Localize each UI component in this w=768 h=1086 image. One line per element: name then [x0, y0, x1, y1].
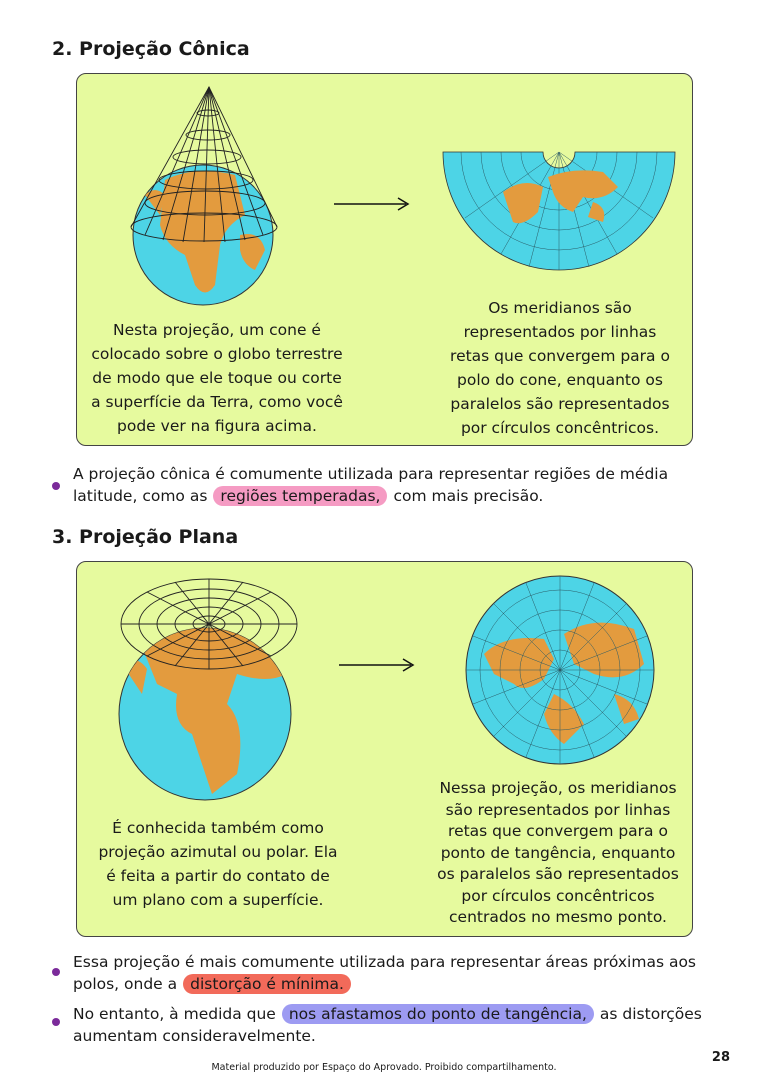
planar-caption-left: É conhecida também como projeção azimutal ou polar. Ela é feita a partir do contato de um plano com a superfície. [98, 819, 338, 909]
page-number: 28 [711, 1050, 730, 1065]
bullet-dot [52, 482, 60, 490]
polar-usage-paragraph [73, 951, 733, 995]
highlight-tangency-distance: nos afastamos do ponto de tangência, [282, 1004, 594, 1024]
conic-map-illustration [443, 152, 675, 270]
plane-globe-illustration [117, 574, 307, 804]
highlight-minimal-distortion: distorção é mínima. [183, 974, 351, 994]
section-title-conic: 2. Projeção Cônica [52, 38, 250, 60]
distortion-paragraph [73, 1003, 733, 1047]
bullet-dot [52, 1018, 60, 1026]
conic-caption-right: Os meridianos são representados por linhas retas que convergem para o polo do cone, enquanto os paralelos são representados por círculos concêntricos. [450, 299, 670, 437]
footer-notice: Material produzido por Espaço do Aprovado. Proibido compartilhamento. [211, 1062, 557, 1073]
paragraph-text: Essa projeção é mais comumente utilizada para representar áreas próximas aos polos, onde a [73, 953, 697, 993]
azimuthal-map-illustration [464, 574, 656, 766]
paragraph-text: com mais precisão. [393, 487, 544, 505]
paragraph-text: as distorções aumentam consideravelmente. [73, 1005, 702, 1045]
paragraph-text: No entanto, à medida que [73, 1005, 276, 1023]
conic-caption-left: Nesta projeção, um cone é colocado sobre o globo terrestre de modo que ele toque ou corte a superfície da Terra, como você pode ver na figura acima. [91, 321, 343, 435]
arrow-right-icon [332, 196, 412, 212]
highlight-temperate-regions: regiões temperadas, [213, 486, 387, 506]
conic-usage-paragraph [73, 463, 733, 507]
planar-caption-right: Nessa projeção, os meridianos são representados por linhas retas que convergem para o ponto de tangência, enquanto os paralelos são representados por círculos concêntricos centrados no mesmo ponto. [437, 779, 679, 926]
paragraph-text: A projeção cônica é comumente utilizada para representar regiões de média latitude, como as [73, 465, 669, 505]
arrow-right-icon [337, 657, 417, 673]
bullet-dot [52, 968, 60, 976]
section-title-planar: 3. Projeção Plana [52, 526, 239, 548]
cone-globe-illustration [125, 85, 285, 310]
